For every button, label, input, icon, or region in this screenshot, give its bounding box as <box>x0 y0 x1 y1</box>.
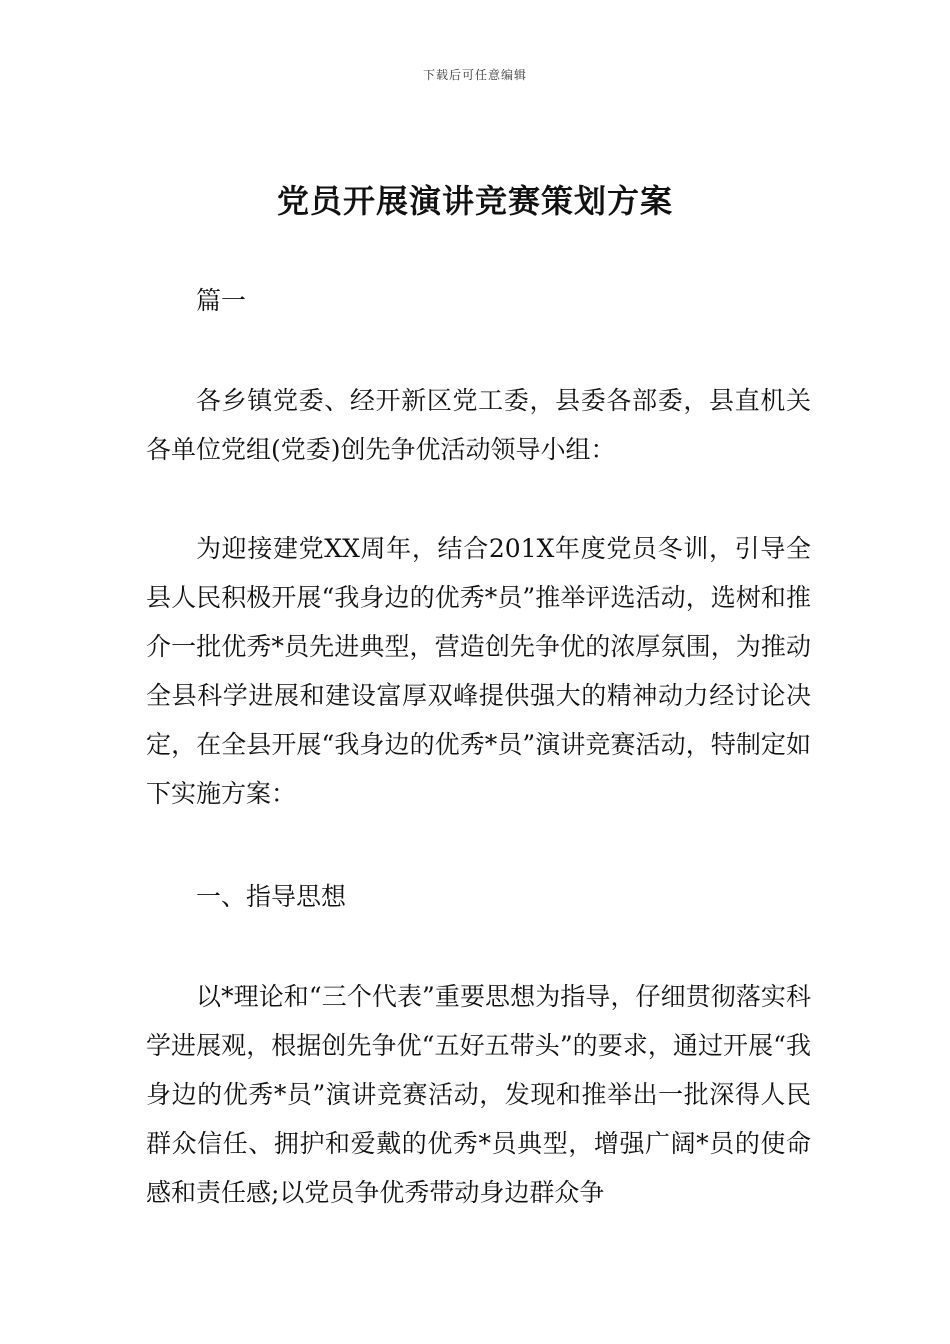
document-title: 党员开展演讲竞赛策划方案 <box>276 182 673 220</box>
addressee-paragraph: 各乡镇党委、经开新区党工委，县委各部委，县直机关各单位党组(党委)创先争优活动领导小组： <box>146 386 811 464</box>
section-heading-guiding-ideology: 一、指导思想 <box>196 882 347 911</box>
section-label: 篇一 <box>196 286 247 315</box>
header-note: 下载后可任意编辑 <box>422 68 527 82</box>
intro-paragraph: 为迎接建党XX周年，结合201X年度党员冬训，引导全县人民积极开展“我身边的优秀*员”推举评选活动，选树和推介一批优秀*员先进典型，营造创先争优的浓厚氛围，为推动全县科学进展和建设富厚双峰提供强大的精神动力经讨论决定，在全县开展“我身边的优秀*员”演讲竞赛活动，特制定如下实施方案： <box>146 534 811 808</box>
body-paragraph-guiding-ideology: 以*理论和“三个代表”重要思想为指导，仔细贯彻落实科学进展观，根据创先争优“五好五带头”的要求，通过开展“我身边的优秀*员”演讲竞赛活动，发现和推举出一批深得人民群众信任、拥护和爱戴的优秀*员典型，增强广阔*员的使命感和责任感;以党员争优秀带动身边群众争 <box>146 982 811 1207</box>
